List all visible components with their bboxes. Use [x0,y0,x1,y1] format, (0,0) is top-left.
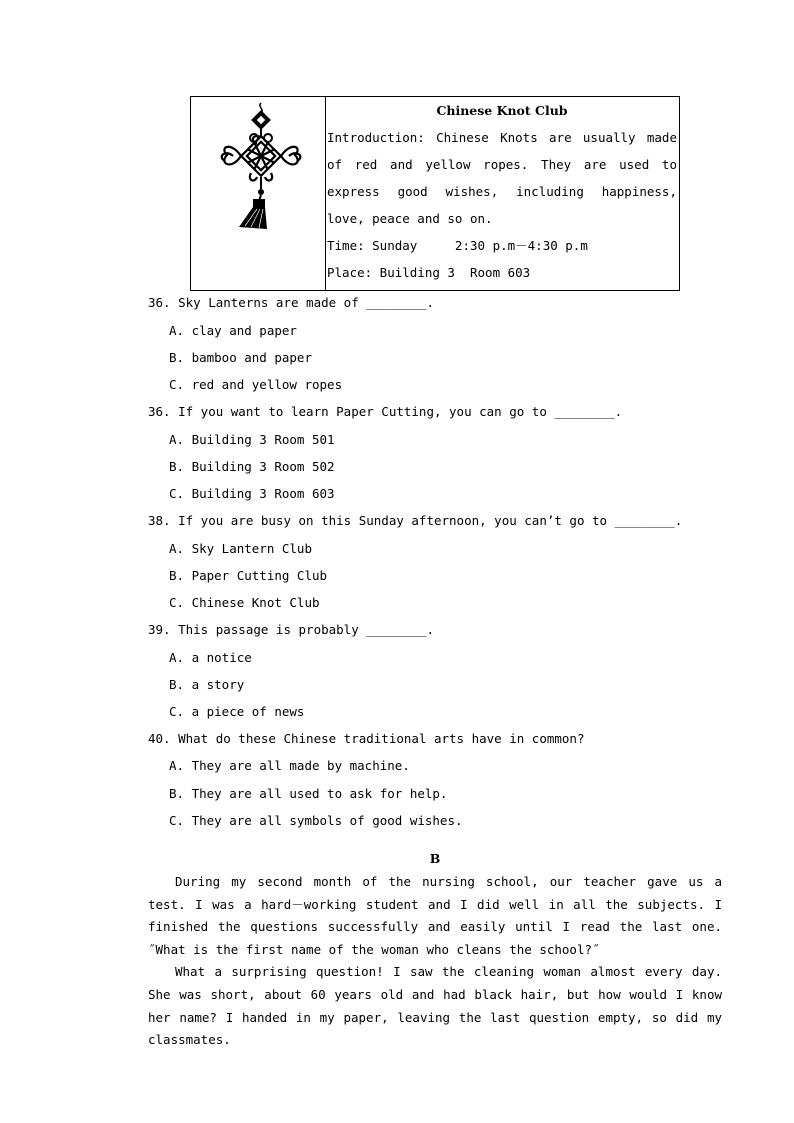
paragraph: What a surprising question! I saw the cleaning woman almost every day. She was short, about 60 years old and had black hair, but how would I know her name? I handed in my paper, leaving the last question empty, so did my classmates. [148,964,722,1048]
question-option: C. They are all symbols of good wishes. [169,813,463,828]
question-option: B. They are all used to ask for help. [169,786,448,801]
question-option: B. a story [169,677,245,692]
question-stem: 38. If you are busy on this Sunday afternoon, you can’t go to ________. [148,513,683,528]
section-heading: B [429,851,441,866]
passage-text [148,871,722,1052]
chinese-knot-club-card [190,96,680,291]
question-option: B. Paper Cutting Club [169,568,328,583]
question-option: C. Building 3 Room 603 [169,486,335,501]
question-option: B. bamboo and paper [169,350,312,365]
card-introduction: Introduction: Chinese Knots are usually made of red and yellow ropes. They are used to express good wishes, including happiness, love, peace and so on. [327,130,677,226]
card-title: Chinese Knot Club [436,103,568,118]
paragraph: During my second month of the nursing school, our teacher gave us a test. I was a hard－working student and I did well in all the subjects. I finished the questions successfully and easily until I read the last one. ˝What is the first name of the woman who cleans the school?˝ [148,874,722,957]
chinese-knot-icon [191,97,325,290]
question-option: A. Sky Lantern Club [169,541,312,556]
question-option: A. They are all made by machine. [169,758,410,773]
question-stem: 40. What do these Chinese traditional arts have in common? [148,731,585,746]
question-option: B. Building 3 Room 502 [169,459,335,474]
card-place: Place: Building 3 Room 603 [327,265,531,280]
question-stem: 39. This passage is probably ________. [148,622,434,637]
question-stem: 36. If you want to learn Paper Cutting, you can go to ________. [148,404,623,419]
question-stem: 36. Sky Lanterns are made of ________. [148,295,434,310]
question-option: C. Chinese Knot Club [169,595,320,610]
question-option: C. a piece of news [169,704,305,719]
chinese-knot-image [191,97,326,290]
question-option: A. Building 3 Room 501 [169,432,335,447]
question-option: A. a notice [169,650,252,665]
question-option: A. clay and paper [169,323,297,338]
card-time: Time: Sunday 2:30 p.m－4:30 p.m [327,238,588,253]
question-option: C. red and yellow ropes [169,377,343,392]
